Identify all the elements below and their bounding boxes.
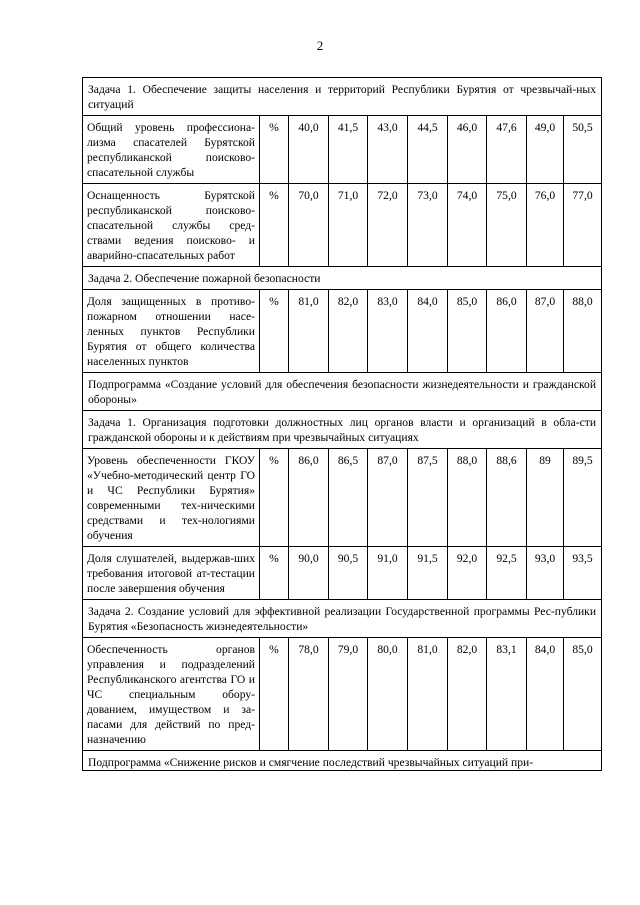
page-number: 2	[316, 38, 324, 53]
section-heading: Задача 1. Обеспечение защиты населения и территорий Республики Бурятия от чрезвычай-ных ситуаций	[83, 78, 602, 116]
value-cell: 92,5	[487, 547, 527, 600]
indicator-name: Общий уровень профессиона-лизма спасателей Бурятской республиканской поисково-спасательной службы	[83, 116, 260, 184]
value-cell: 82,0	[329, 290, 368, 373]
value-cell: 93,5	[564, 547, 602, 600]
unit-cell: %	[260, 290, 289, 373]
value-cell: 91,5	[408, 547, 448, 600]
value-cell: 84,0	[527, 638, 564, 751]
section-row	[83, 267, 602, 290]
value-cell: 49,0	[527, 116, 564, 184]
value-cell: 41,5	[329, 116, 368, 184]
value-cell: 93,0	[527, 547, 564, 600]
table-row	[83, 116, 602, 184]
section-heading: Подпрограмма «Снижение рисков и смягчение последствий чрезвычайных ситуаций при-	[83, 751, 602, 771]
indicator-name: Доля слушателей, выдержав-ших требования итоговой ат-тестации после завершения обучения	[83, 547, 260, 600]
value-cell: 86,0	[289, 449, 329, 547]
table-row	[83, 449, 602, 547]
value-cell: 87,0	[527, 290, 564, 373]
indicator-name: Уровень обеспеченности ГКОУ «Учебно-методический центр ГО и ЧС Республики Бурятия» современными тех-ническими средствами и тех-нологиями обучения	[83, 449, 260, 547]
value-cell: 71,0	[329, 184, 368, 267]
value-cell: 74,0	[448, 184, 487, 267]
value-cell: 79,0	[329, 638, 368, 751]
section-row	[83, 411, 602, 449]
value-cell: 73,0	[408, 184, 448, 267]
indicator-name: Обеспеченность органов управления и подразделений Республиканского агентства ГО и ЧС специальным обору-дованием, имуществом и за-пасами для действий по пред-назначению	[83, 638, 260, 751]
value-cell: 81,0	[289, 290, 329, 373]
section-heading: Задача 1. Организация подготовки должностных лиц органов власти и организаций в обла-сти гражданской обороны и к действиям при чрезвычайных ситуациях	[83, 411, 602, 449]
table-row	[83, 290, 602, 373]
value-cell: 87,5	[408, 449, 448, 547]
value-cell: 87,0	[368, 449, 408, 547]
table-row	[83, 184, 602, 267]
value-cell: 80,0	[368, 638, 408, 751]
value-cell: 89,5	[564, 449, 602, 547]
value-cell: 47,6	[487, 116, 527, 184]
value-cell: 78,0	[289, 638, 329, 751]
value-cell: 92,0	[448, 547, 487, 600]
section-heading: Задача 2. Обеспечение пожарной безопасности	[83, 267, 602, 290]
unit-cell: %	[260, 116, 289, 184]
unit-cell: %	[260, 638, 289, 751]
value-cell: 85,0	[448, 290, 487, 373]
value-cell: 89	[527, 449, 564, 547]
value-cell: 90,0	[289, 547, 329, 600]
value-cell: 91,0	[368, 547, 408, 600]
section-row	[83, 78, 602, 116]
value-cell: 70,0	[289, 184, 329, 267]
table-row	[83, 638, 602, 751]
value-cell: 83,0	[368, 290, 408, 373]
value-cell: 82,0	[448, 638, 487, 751]
section-heading: Задача 2. Создание условий для эффективной реализации Государственной программы Рес-публики Бурятия «Безопасность жизнедеятельности»	[83, 600, 602, 638]
value-cell: 88,6	[487, 449, 527, 547]
value-cell: 46,0	[448, 116, 487, 184]
section-heading: Подпрограмма «Создание условий для обеспечения безопасности жизнедеятельности и гражданской обороны»	[83, 373, 602, 411]
value-cell: 86,5	[329, 449, 368, 547]
unit-cell: %	[260, 547, 289, 600]
value-cell: 83,1	[487, 638, 527, 751]
value-cell: 90,5	[329, 547, 368, 600]
value-cell: 86,0	[487, 290, 527, 373]
value-cell: 75,0	[487, 184, 527, 267]
section-row	[83, 373, 602, 411]
value-cell: 88,0	[564, 290, 602, 373]
unit-cell: %	[260, 184, 289, 267]
indicator-name: Оснащенность Бурятской республиканской поисково-спасательной службы сред-ствами ведения поисково- и аварийно-спасательных работ	[83, 184, 260, 267]
indicator-name: Доля защищенных в противо-пожарном отношении насе-ленных пунктов Республики Бурятия от общего количества населенных пунктов	[83, 290, 260, 373]
table-row	[83, 547, 602, 600]
value-cell: 85,0	[564, 638, 602, 751]
section-row	[83, 751, 602, 771]
value-cell: 77,0	[564, 184, 602, 267]
unit-cell: %	[260, 449, 289, 547]
value-cell: 76,0	[527, 184, 564, 267]
value-cell: 84,0	[408, 290, 448, 373]
value-cell: 88,0	[448, 449, 487, 547]
value-cell: 40,0	[289, 116, 329, 184]
indicators-table	[82, 77, 602, 771]
section-row	[83, 600, 602, 638]
value-cell: 44,5	[408, 116, 448, 184]
value-cell: 50,5	[564, 116, 602, 184]
value-cell: 72,0	[368, 184, 408, 267]
value-cell: 81,0	[408, 638, 448, 751]
value-cell: 43,0	[368, 116, 408, 184]
